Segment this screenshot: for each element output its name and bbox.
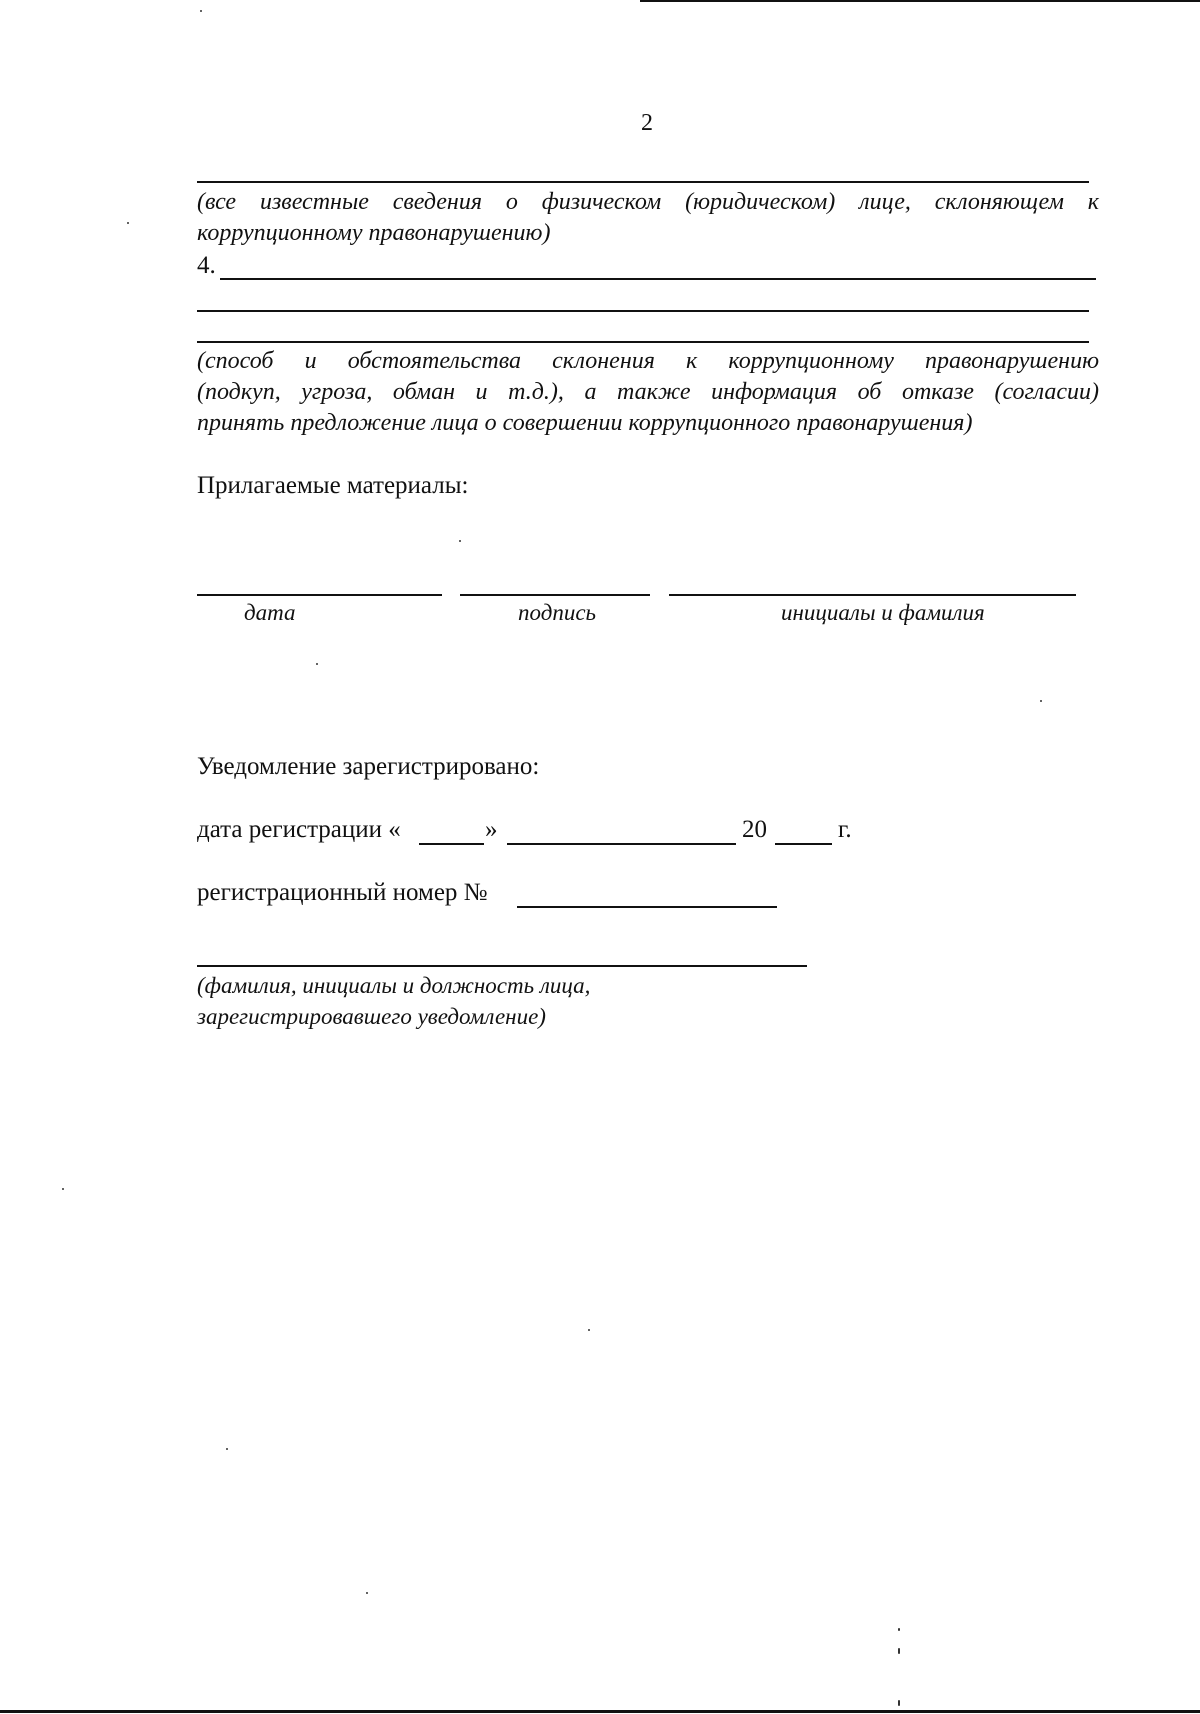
- registration-date-quote-close: »: [485, 816, 498, 843]
- registration-month-line[interactable]: [507, 843, 736, 845]
- top-scan-edge: [640, 0, 1200, 2]
- registration-year-suffix: г.: [838, 816, 852, 843]
- registration-date-prefix: дата регистрации «: [197, 816, 401, 843]
- attachments-label: Прилагаемые материалы:: [197, 472, 469, 499]
- registration-heading: Уведомление зарегистрировано:: [197, 753, 540, 780]
- section4-fill-line-2[interactable]: [197, 310, 1089, 312]
- registration-year-prefix: 20: [742, 816, 767, 843]
- scan-speck: [898, 1628, 900, 1631]
- scan-speck: [898, 1648, 900, 1654]
- scan-speck: [588, 1329, 590, 1331]
- scan-speck: [459, 540, 461, 542]
- section3-fill-line: [197, 181, 1089, 183]
- section3-caption-line1: (все известные сведения о физическом (юридическом) лице, склоняющем к: [197, 189, 1099, 215]
- scan-speck: [898, 1700, 900, 1706]
- date-signature-line[interactable]: [197, 594, 442, 596]
- section4-caption-line3: принять предложение лица о совершении коррупционного правонарушения): [197, 410, 973, 436]
- scan-speck: [200, 10, 202, 12]
- name-caption: инициалы и фамилия: [781, 600, 985, 625]
- registrar-caption-line2: зарегистрировавшего уведомление): [197, 1004, 546, 1029]
- scan-speck: [62, 1188, 64, 1190]
- registration-number-label: регистрационный номер №: [197, 879, 488, 906]
- registration-number-line[interactable]: [517, 906, 777, 908]
- scan-speck: [226, 1448, 228, 1450]
- scan-speck: [366, 1592, 368, 1594]
- section4-caption-line2: (подкуп, угроза, обман и т.д.), а также информация об отказе (согласии): [197, 379, 1099, 405]
- registration-day-line[interactable]: [419, 843, 484, 845]
- page-number: 2: [641, 110, 653, 136]
- section4-caption-line1: (способ и обстоятельства склонения к коррупционному правонарушению: [197, 348, 1099, 374]
- registrar-line[interactable]: [197, 965, 807, 967]
- registrar-caption-line1: (фамилия, инициалы и должность лица,: [197, 973, 591, 998]
- section4-item-number: 4.: [197, 252, 216, 279]
- name-signature-line[interactable]: [669, 594, 1076, 596]
- signature-caption: подпись: [518, 600, 597, 625]
- signature-line[interactable]: [460, 594, 650, 596]
- registration-year-line[interactable]: [775, 843, 832, 845]
- section3-caption-line2: коррупционному правонарушению): [197, 220, 551, 246]
- scan-speck: [127, 222, 129, 224]
- bottom-scan-edge: [0, 1710, 1200, 1713]
- scan-speck: [316, 663, 318, 665]
- section4-fill-line-3[interactable]: [197, 341, 1089, 343]
- date-caption: дата: [244, 600, 296, 625]
- section4-fill-line-1[interactable]: [220, 278, 1096, 280]
- scan-speck: [1040, 700, 1042, 702]
